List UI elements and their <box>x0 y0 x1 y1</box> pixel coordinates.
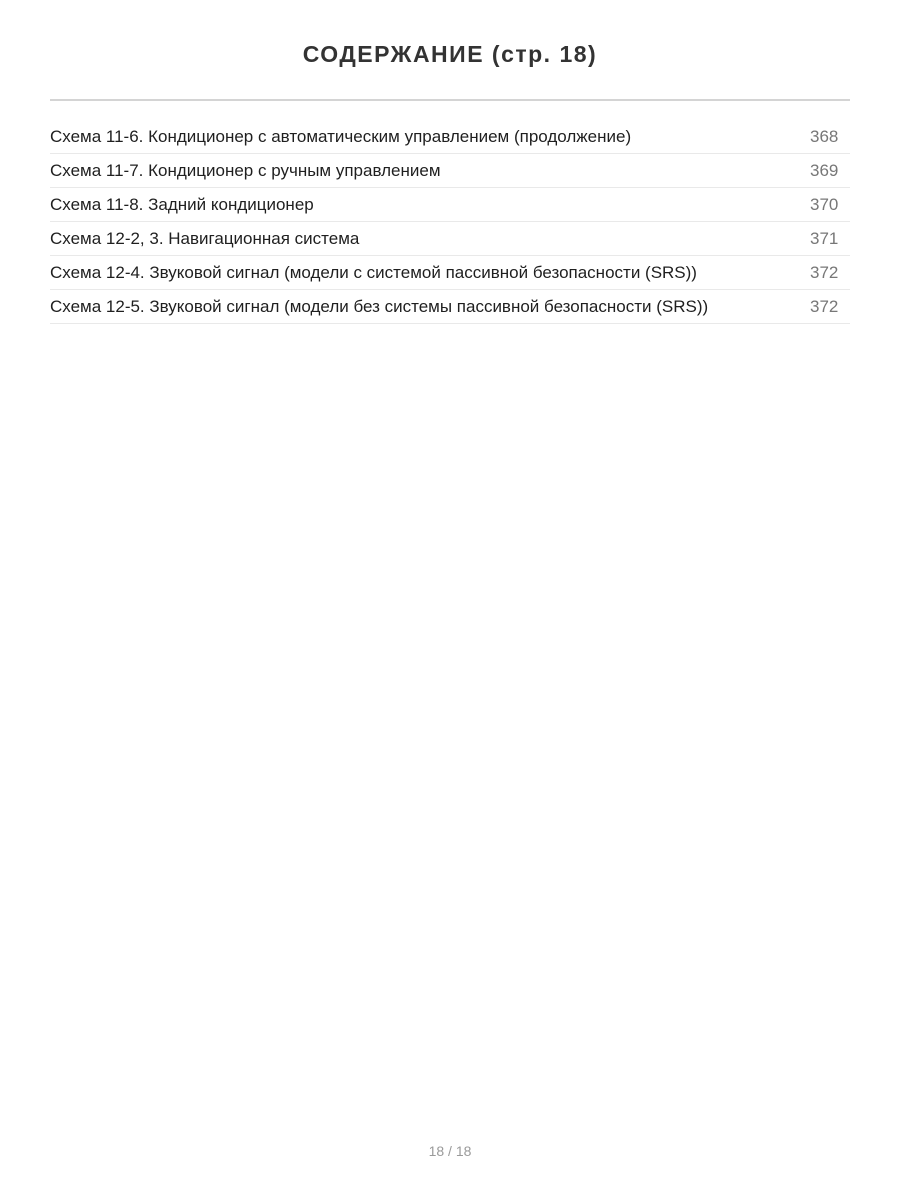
toc-entry-page-number: 372 <box>810 262 839 282</box>
toc-list <box>50 120 850 324</box>
toc-entry-label: Схема 12-2, 3. Навигационная система <box>50 228 360 248</box>
toc-entry-page-number: 372 <box>810 296 839 316</box>
toc-entry-label: Схема 11-6. Кондиционер с автоматическим управлением (продолжение) <box>50 126 632 146</box>
toc-entry-label: Схема 11-7. Кондиционер с ручным управлением <box>50 160 441 180</box>
toc-entry-label: Схема 12-5. Звуковой сигнал (модели без системы пассивной безопасности (SRS)) <box>50 296 709 316</box>
toc-entry[interactable] <box>50 120 850 154</box>
toc-entry-page-number: 368 <box>810 126 839 146</box>
toc-entry-label: Схема 12-4. Звуковой сигнал (модели с системой пассивной безопасности (SRS)) <box>50 262 697 282</box>
toc-entry[interactable] <box>50 188 850 222</box>
toc-entry[interactable] <box>50 290 850 324</box>
toc-entry-label: Схема 11-8. Задний кондиционер <box>50 194 314 214</box>
toc-entry-page-number: 369 <box>810 160 839 180</box>
toc-entry[interactable] <box>50 256 850 290</box>
toc-entry-page-number: 370 <box>810 194 839 214</box>
toc-entry[interactable] <box>50 222 850 256</box>
title-divider <box>50 99 850 101</box>
page-title: СОДЕРЖАНИЕ (стр. 18) <box>302 41 598 67</box>
toc-entry-page-number: 371 <box>810 228 839 248</box>
toc-entry[interactable] <box>50 154 850 188</box>
page-footer-pagination: 18 / 18 <box>428 1143 472 1159</box>
